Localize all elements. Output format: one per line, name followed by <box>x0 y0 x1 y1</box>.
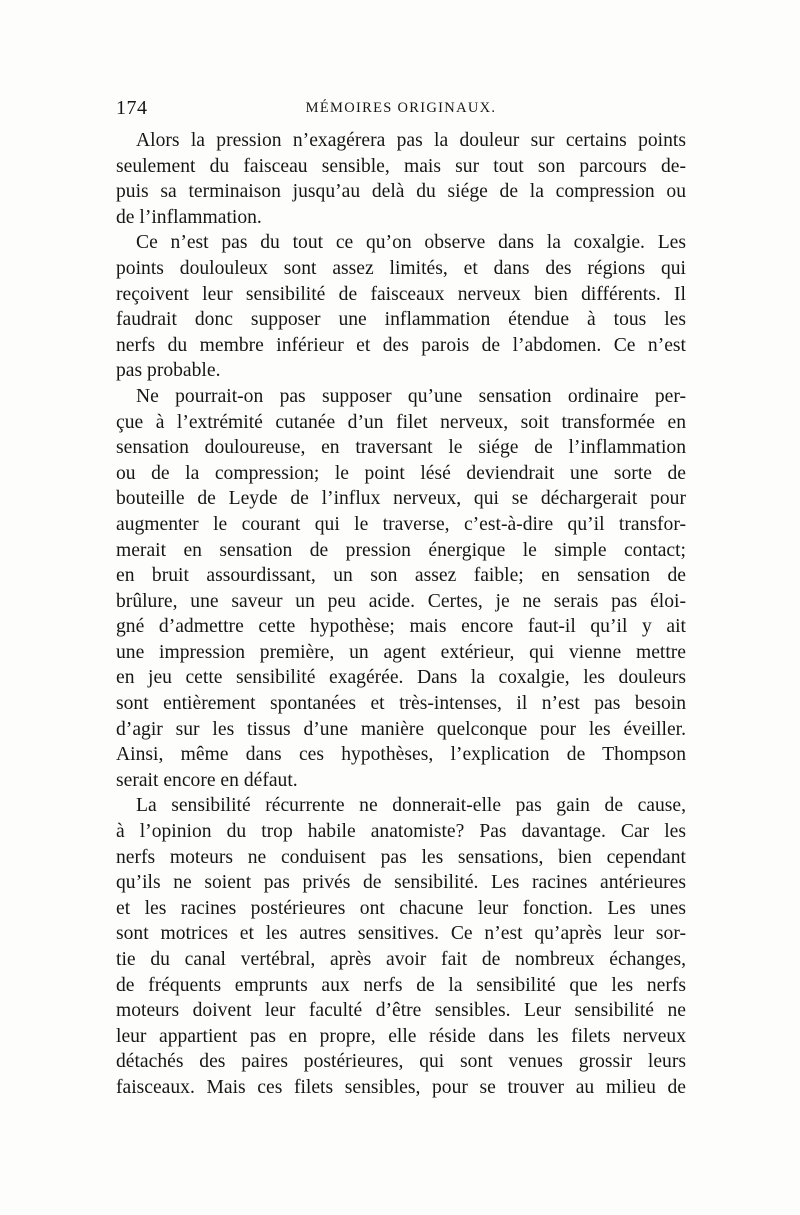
text-line: Alors la pression n’exagérera pas la douleur sur certains points <box>136 130 686 151</box>
paragraph <box>116 384 686 794</box>
text-line: nerfs moteurs ne conduisent pas les sensations, bien cependant <box>116 846 686 868</box>
text-line: ou de la compression; le point lésé deviendrait une sorte de <box>116 462 686 484</box>
text-line: sont motrices et les autres sensitives. Ce n’est qu’après leur sor- <box>116 923 686 945</box>
paragraph <box>116 230 686 384</box>
text-line: et les racines postérieures ont chacune leur fonction. Les unes <box>116 897 686 919</box>
text-line: sensation douloureuse, en traversant le siége de l’inflammation <box>116 437 686 459</box>
text-line: d’agir sur les tissus d’une manière quelconque pour les éveiller. <box>116 718 686 740</box>
body-text <box>116 128 686 1101</box>
text-line: La sensibilité récurrente ne donnerait-elle pas gain de cause, <box>136 795 686 817</box>
text-line: augmenter le courant qui le traverse, c’est-à-dire qu’il transfor- <box>116 513 686 535</box>
text-line: puis sa terminaison jusqu’au delà du siége de la compression ou <box>116 181 686 203</box>
text-line: gné d’admettre cette hypothèse; mais encore faut-il qu’il y ait <box>116 616 686 638</box>
text-line: merait en sensation de pression énergique le simple contact; <box>116 539 686 561</box>
text-line: seulement du faisceau sensible, mais sur tout son parcours de- <box>116 155 686 177</box>
text-line: pas probable. <box>116 360 221 382</box>
text-line: tie du canal vertébral, après avoir fait de nombreux échanges, <box>116 949 686 970</box>
text-line: faudrait donc supposer une inflammation étendue à tous les <box>116 309 686 331</box>
text-line: nerfs du membre inférieur et des parois de l’abdomen. Ce n’est <box>116 334 686 356</box>
page-number: 174 <box>116 97 148 119</box>
text-line: çue à l’extrémité cutanée d’un filet nerveux, soit transformée en <box>116 411 686 433</box>
text-line: en jeu cette sensibilité exagérée. Dans la coxalgie, les douleurs <box>116 667 686 689</box>
text-line: bouteille de Leyde de l’influx nerveux, qui se déchargerait pour <box>116 488 686 510</box>
text-line: Ce n’est pas du tout ce qu’on observe dans la coxalgie. Les <box>136 232 686 254</box>
page-header <box>116 97 686 119</box>
text-line: reçoivent leur sensibilité de faisceaux nerveux bien différents. Il <box>116 283 686 305</box>
paragraph <box>116 128 686 230</box>
text-line: de fréquents emprunts aux nerfs de la sensibilité que les nerfs <box>116 974 686 996</box>
paragraph <box>116 793 686 1100</box>
running-head: MÉMOIRES ORIGINAUX. <box>305 100 497 116</box>
text-line: à l’opinion du trop habile anatomiste? Pas davantage. Car les <box>116 821 686 843</box>
text-line: une impression première, un agent extérieur, qui vienne mettre <box>116 641 686 663</box>
text-line: de l’inflammation. <box>116 206 262 228</box>
text-line: qu’ils ne soient pas privés de sensibilité. Les racines antérieures <box>116 872 686 894</box>
text-line: leur appartient pas en propre, elle réside dans les filets nerveux <box>116 1025 686 1047</box>
text-line: Ne pourrait-on pas supposer qu’une sensation ordinaire per- <box>136 385 686 407</box>
text-line: moteurs doivent leur faculté d’être sensibles. Leur sensibilité ne <box>116 1000 686 1022</box>
text-line: brûlure, une saveur un peu acide. Certes, je ne serais pas éloi- <box>116 590 686 612</box>
text-line: détachés des paires postérieures, qui sont venues grossir leurs <box>116 1051 686 1073</box>
text-line: en bruit assourdissant, un son assez faible; en sensation de <box>116 565 686 587</box>
text-line: serait encore en défaut. <box>116 769 298 791</box>
text-line: faisceaux. Mais ces filets sensibles, pour se trouver au milieu de <box>116 1076 686 1098</box>
text-line: points doulouleux sont assez limités, et dans des régions qui <box>116 257 686 279</box>
text-line: Ainsi, même dans ces hypothèses, l’explication de Thompson <box>116 744 686 766</box>
text-line: sont entièrement spontanées et très-intenses, il n’est pas besoin <box>116 693 686 715</box>
